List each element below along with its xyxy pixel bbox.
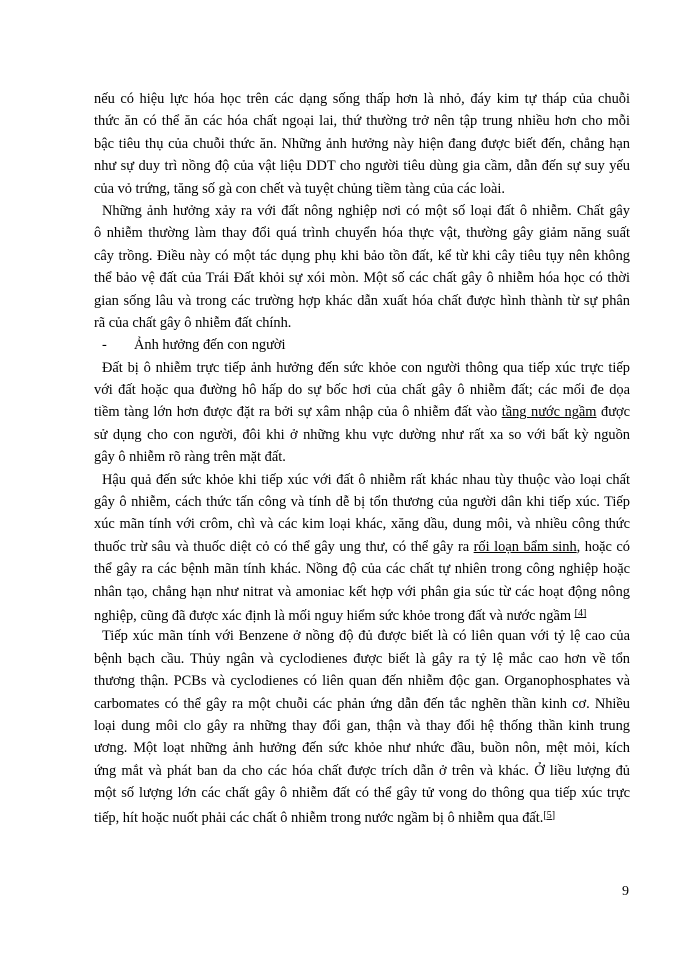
- birth-defects-link[interactable]: rối loạn bẩm sinh: [473, 538, 577, 555]
- text-line: gây ô nhiễm rõ ràng trên mặt đất.: [94, 449, 286, 466]
- text-line: thức ăn có thể ăn các hóa chất ngoại lai, thứ thường trở nên tập trung nhiều hơn cho mỗi: [94, 113, 630, 130]
- paragraph-agriculture: [94, 200, 630, 334]
- text-line: Đất bị ô nhiễm trực tiếp ảnh hưởng đến sức khỏe con người thông qua tiếp xúc trực tiếp: [102, 359, 630, 376]
- text-line: [94, 536, 630, 558]
- text-line: bệnh bạch cầu. Thủy ngân và cyclodienes được biết là gây ra tỷ lệ mắc cao hơn về tổn: [94, 650, 630, 667]
- text-line: [94, 805, 630, 827]
- text-line: ô nhiễm thường làm thay đổi quá trình chuyển hóa thực vật, thường gây giảm năng suất: [94, 225, 630, 242]
- text-segment: , hoặc có: [576, 538, 630, 555]
- text-line: gây ô nhiễm, cách thức tấn công và tính dễ bị tổn thương của người dân khi tiếp xúc. Tiếp: [94, 494, 630, 511]
- text-line: carbomates có thể gây ra một chuỗi các phản ứng dẫn đến tắc nghẽn thần kinh cơ. Nhiều: [94, 695, 630, 712]
- text-line: thể bảo vệ đất của Trái Đất khỏi sự xói mòn. Một số các chất gây ô nhiễm hóa học có thời: [94, 270, 630, 287]
- citation-ref-4[interactable]: [4]: [574, 607, 587, 619]
- text-line: xúc mãn tính với crôm, chì và các kim loại khác, xăng dầu, dung môi, và nhiều công thức: [94, 516, 630, 533]
- text-line: bậc tiêu thụ của chuỗi thức ăn. Những ảnh hưởng này hiện đang được biết đến, chẳng hạn: [94, 135, 630, 152]
- text-line: một số lượng lớn các chất gây ô nhiễm đất có thể gây tử vong do thông qua tiếp xúc trực: [94, 785, 630, 802]
- bullet-heading: [94, 334, 630, 356]
- text-segment: được: [596, 404, 631, 421]
- text-line: thương thận. PCBs và cyclodienes có liên quan đến nhiễm độc gan. Organophosphates và: [94, 673, 630, 690]
- text-line: Những ảnh hưởng xảy ra với đất nông nghiệp nơi có một số loại đất ô nhiễm. Chất gây: [102, 202, 630, 219]
- page-number: 9: [622, 884, 629, 899]
- citation-ref-5[interactable]: [5]: [543, 809, 556, 821]
- groundwater-link[interactable]: tầng nước ngầm: [501, 404, 597, 421]
- text-line: ương. Một loạt những ảnh hưởng đến sức khỏe như nhức đầu, buồn nôn, mệt mỏi, kích: [94, 740, 630, 757]
- text-line: cây trồng. Điều này có một tác dụng phụ khi bảo tồn đất, kể từ khi cây tiêu tụy nên không: [94, 247, 630, 264]
- text-line: Tiếp xúc mãn tính với Benzene ở nồng độ đủ được biết là có liên quan với tỷ lệ cao của: [102, 628, 630, 645]
- text-line: [94, 401, 630, 423]
- text-segment: tiếp, hít hoặc nuốt phải các chất ô nhiễm trong nước ngầm bị ô nhiễm qua đất.: [94, 809, 544, 826]
- text-line: như sự duy trì nồng độ của vật liệu DDT cho người tiêu dùng gia cầm, dẫn đến sự suy yếu: [94, 158, 630, 175]
- text-line: với đất hoặc qua đường hô hấp do sự bốc hơi của chất gây ô nhiễm đất; các mối đe dọa: [94, 382, 630, 399]
- bullet-dash: -: [102, 337, 107, 354]
- text-segment: thuốc trừ sâu và thuốc diệt cỏ có thể gây ung thư, có thể gây ra: [94, 538, 474, 555]
- paragraph-health-consequences: [94, 469, 630, 626]
- text-line: nhân tạo, chẳng hạn như nitrat và amoniac kết hợp với phân gia súc từ các hoạt động nông: [94, 583, 630, 600]
- text-line: nếu có hiệu lực hóa học trên các dạng sống thấp hơn là nhỏ, đáy kim tự tháp của chuỗi: [94, 91, 630, 107]
- text-line: loại dung môi clo gây ra những thay đổi gan, thận và thay đổi hệ thống thần kinh trung: [94, 717, 630, 734]
- bullet-text: Ảnh hưởng đến con người: [134, 337, 286, 354]
- body-text: [94, 88, 630, 827]
- text-line: ứng mắt và phát ban da cho các hóa chất được trích dẫn ở trên và khác. Ở liều lượng đủ: [94, 762, 630, 779]
- text-line: rã của chất gây ô nhiễm đất chính.: [94, 314, 292, 331]
- text-line: Hậu quả đến sức khỏe khi tiếp xúc với đất ô nhiễm rất khác nhau tùy thuộc vào loại chất: [102, 471, 630, 488]
- text-segment: nghiệp, cũng đã được xác định là mối nguy hiểm sức khỏe trong đất và nước ngầm: [94, 607, 575, 624]
- paragraph-chronic-exposure: [94, 625, 630, 827]
- text-segment: tiềm tàng lớn hơn được đặt ra bởi sự xâm nhập của ô nhiễm đất vào: [94, 404, 502, 421]
- paragraph-food-chain: [94, 88, 630, 200]
- text-line: gian sống lâu và trong các trường hợp khác dẫn xuất hóa chất được hình thành từ sự phân: [94, 292, 630, 309]
- text-line: sử dụng cho con người, đôi khi ở những khu vực dường như rất xa so với bất kỳ nguồn: [94, 426, 630, 443]
- paragraph-human-health: [94, 357, 630, 469]
- text-line: thể gây ra các bệnh mãn tính khác. Nồng độ của các chất tự nhiên trong công nghiệp hoặc: [94, 561, 630, 578]
- text-line: [94, 603, 630, 625]
- text-line: của vỏ trứng, tăng số gà con chết và tuyệt chủng tiềm tàng của các loài.: [94, 180, 505, 197]
